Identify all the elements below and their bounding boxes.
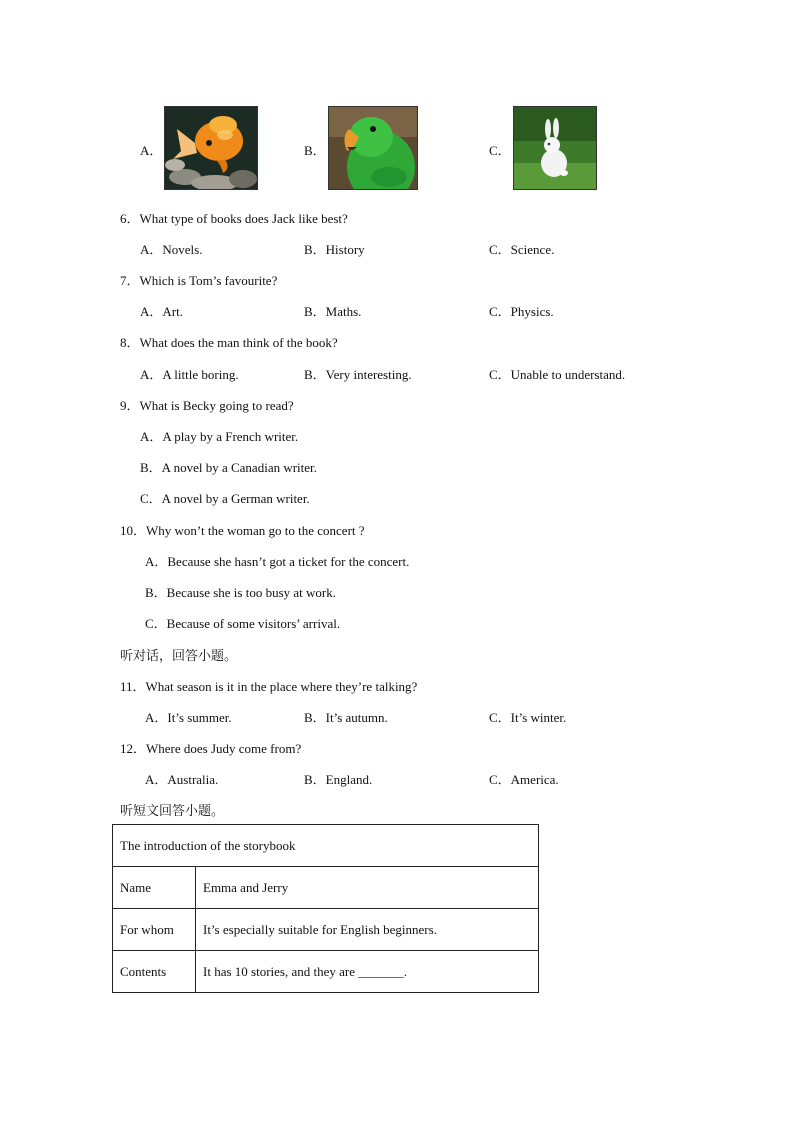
- q11-option-b: B．It’s autumn.: [304, 710, 388, 725]
- option-a-label: A．: [140, 143, 163, 158]
- row-label-contents: Contents: [113, 951, 196, 993]
- q6-option-c: C．Science.: [489, 242, 555, 257]
- q7-option-b: B．Maths.: [304, 304, 362, 319]
- row-value-name: Emma and Jerry: [196, 867, 539, 909]
- q7-option-c: C．Physics.: [489, 304, 554, 319]
- q9-option-c: C．A novel by a German writer.: [140, 491, 310, 506]
- picture-options: [0, 106, 794, 190]
- q8-option-c: C．Unable to understand.: [489, 367, 626, 382]
- option-c-label: C．: [489, 143, 511, 158]
- row-label-for-whom: For whom: [113, 909, 196, 951]
- storybook-intro-table: [112, 824, 539, 993]
- q9-option-a: A．A play by a French writer.: [140, 429, 299, 444]
- section-heading-dialogue: 听对话，回答小题。: [120, 649, 238, 664]
- q12-option-b: B．England.: [304, 772, 373, 787]
- q12-option-c: C．America.: [489, 772, 559, 787]
- row-label-name: Name: [113, 867, 196, 909]
- parrot-image: [328, 106, 418, 190]
- table-title-row: [113, 825, 539, 867]
- table-row: [113, 867, 539, 909]
- q6-option-b: B．History: [304, 242, 365, 257]
- row-value-for-whom: It’s especially suitable for English beginners.: [196, 909, 539, 951]
- question-7: 7．Which is Tom’s favourite?: [120, 273, 278, 288]
- q8-option-b: B．Very interesting.: [304, 367, 412, 382]
- q11-option-c: C．It’s winter.: [489, 710, 567, 725]
- table-row: [113, 909, 539, 951]
- q8-option-a: A．A little boring.: [140, 367, 239, 382]
- q7-option-a: A．Art.: [140, 304, 183, 319]
- table-row: [113, 951, 539, 993]
- q6-option-a: A．Novels.: [140, 242, 203, 257]
- q10-option-c: C．Because of some visitors’ arrival.: [145, 616, 341, 631]
- q10-option-a: A．Because she hasn’t got a ticket for the concert.: [145, 554, 410, 569]
- q10-option-b: B．Because she is too busy at work.: [145, 585, 337, 600]
- q11-option-a: A．It’s summer.: [145, 710, 232, 725]
- question-8: 8．What does the man think of the book?: [120, 335, 338, 350]
- question-12: 12．Where does Judy come from?: [120, 741, 302, 756]
- goldfish-image: [164, 106, 258, 190]
- q9-option-b: B．A novel by a Canadian writer.: [140, 460, 317, 475]
- section-heading-passage: 听短文回答小题。: [120, 804, 225, 819]
- option-b-label: B．: [304, 143, 326, 158]
- question-9: 9．What is Becky going to read?: [120, 398, 294, 413]
- question-6: 6．What type of books does Jack like best?: [120, 211, 348, 226]
- q12-option-a: A．Australia.: [145, 772, 219, 787]
- question-11: 11．What season is it in the place where they’re talking?: [120, 679, 418, 694]
- table-title: The introduction of the storybook: [113, 825, 539, 867]
- question-10: 10．Why won’t the woman go to the concert ?: [120, 523, 365, 538]
- rabbit-image: [513, 106, 597, 190]
- row-value-contents: It has 10 stories, and they are _______.: [196, 951, 539, 993]
